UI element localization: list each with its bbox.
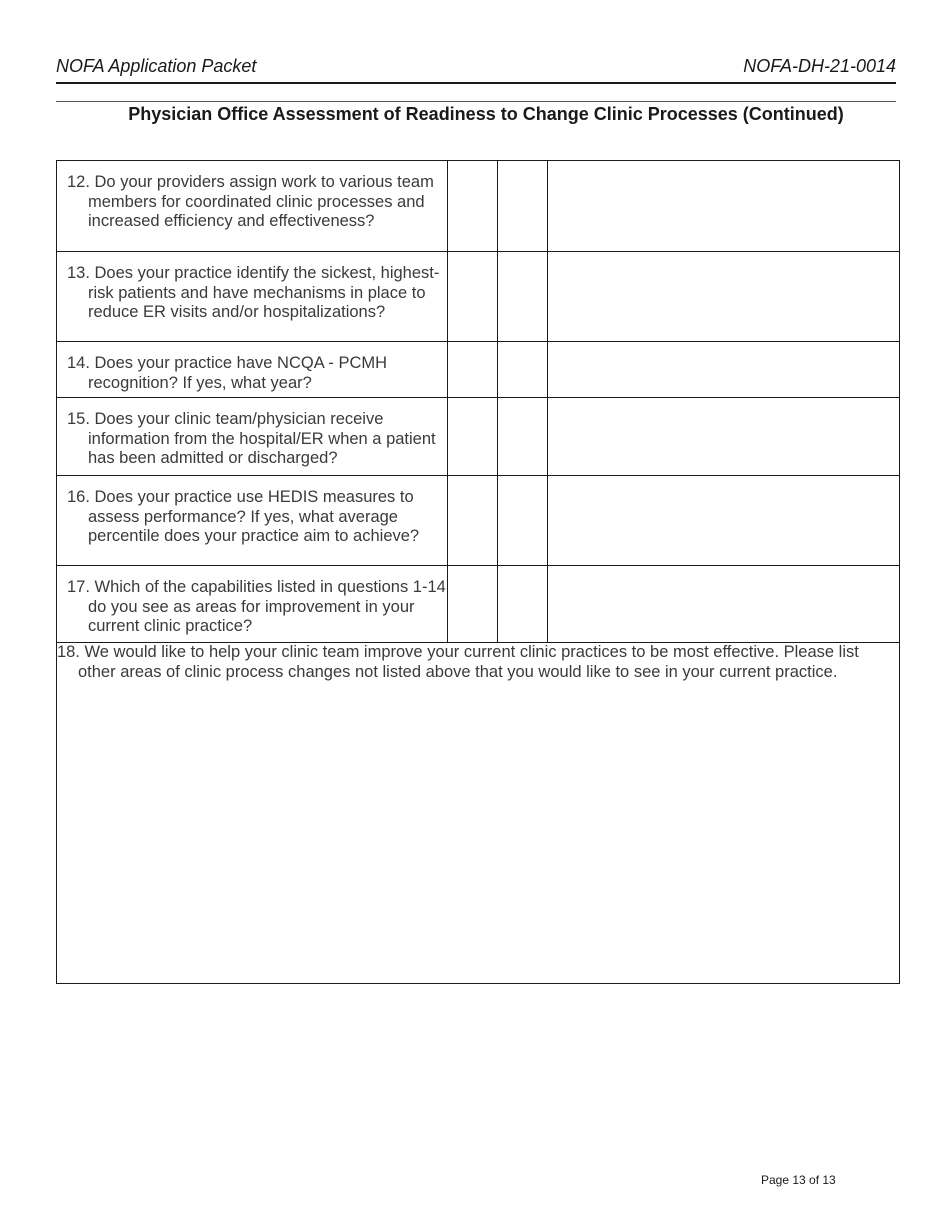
title-divider bbox=[56, 101, 896, 102]
yes-answer-cell[interactable] bbox=[448, 566, 498, 643]
no-answer-cell[interactable] bbox=[498, 476, 548, 566]
question-cell bbox=[57, 161, 448, 252]
question-cell bbox=[57, 252, 448, 342]
packet-title: NOFA Application Packet bbox=[56, 56, 257, 76]
question-row-17 bbox=[57, 566, 900, 643]
question-row-12 bbox=[57, 161, 900, 252]
question-text: 16. Does your practice use HEDIS measures to assess performance? If yes, what average percentile does your practice aim to achieve? bbox=[67, 488, 420, 545]
no-answer-cell[interactable] bbox=[498, 342, 548, 398]
yes-answer-cell[interactable] bbox=[448, 342, 498, 398]
question-text: 14. Does your practice have NCQA - PCMH recognition? If yes, what year? bbox=[67, 354, 388, 392]
assessment-table bbox=[56, 160, 900, 984]
comments-cell[interactable] bbox=[548, 476, 900, 566]
no-answer-cell[interactable] bbox=[498, 566, 548, 643]
comments-cell[interactable] bbox=[548, 342, 900, 398]
question-cell bbox=[57, 398, 448, 476]
question-text: 13. Does your practice identify the sickest, highest-risk patients and have mechanisms in place to reduce ER visits and/or hospitalizations? bbox=[67, 264, 440, 321]
question-row-15 bbox=[57, 398, 900, 476]
question-row-16 bbox=[57, 476, 900, 566]
question-text: 15. Does your clinic team/physician receive information from the hospital/ER when a patient has been admitted or discharged? bbox=[67, 410, 436, 467]
yes-answer-cell[interactable] bbox=[448, 161, 498, 252]
comments-cell[interactable] bbox=[548, 398, 900, 476]
question-cell bbox=[57, 476, 448, 566]
no-answer-cell[interactable] bbox=[498, 161, 548, 252]
open-response-cell[interactable] bbox=[57, 643, 900, 984]
comments-cell[interactable] bbox=[548, 252, 900, 342]
page-title: Physician Office Assessment of Readiness to Change Clinic Processes (Continued) bbox=[128, 104, 844, 124]
nofa-number: NOFA-DH-21-0014 bbox=[743, 56, 896, 76]
comments-cell[interactable] bbox=[548, 566, 900, 643]
yes-answer-cell[interactable] bbox=[448, 398, 498, 476]
page-header bbox=[56, 56, 896, 84]
question-cell bbox=[57, 342, 448, 398]
yes-answer-cell[interactable] bbox=[448, 252, 498, 342]
comments-cell[interactable] bbox=[548, 161, 900, 252]
question-cell bbox=[57, 566, 448, 643]
question-row-13 bbox=[57, 252, 900, 342]
question-text: 12. Do your providers assign work to various team members for coordinated clinic processes and increased efficiency and effectiveness? bbox=[67, 173, 434, 230]
page-number: Page 13 of 13 bbox=[761, 1173, 836, 1187]
yes-answer-cell[interactable] bbox=[448, 476, 498, 566]
no-answer-cell[interactable] bbox=[498, 398, 548, 476]
no-answer-cell[interactable] bbox=[498, 252, 548, 342]
question-text: 18. We would like to help your clinic team improve your current clinic practices to be most effective. Please list other areas of clinic process changes not listed above that you would like to see in your current practice. bbox=[57, 643, 859, 681]
question-row-18 bbox=[57, 643, 900, 984]
question-text: 17. Which of the capabilities listed in questions 1-14 do you see as areas for improvement in your current clinic practice? bbox=[67, 578, 446, 635]
question-row-14 bbox=[57, 342, 900, 398]
